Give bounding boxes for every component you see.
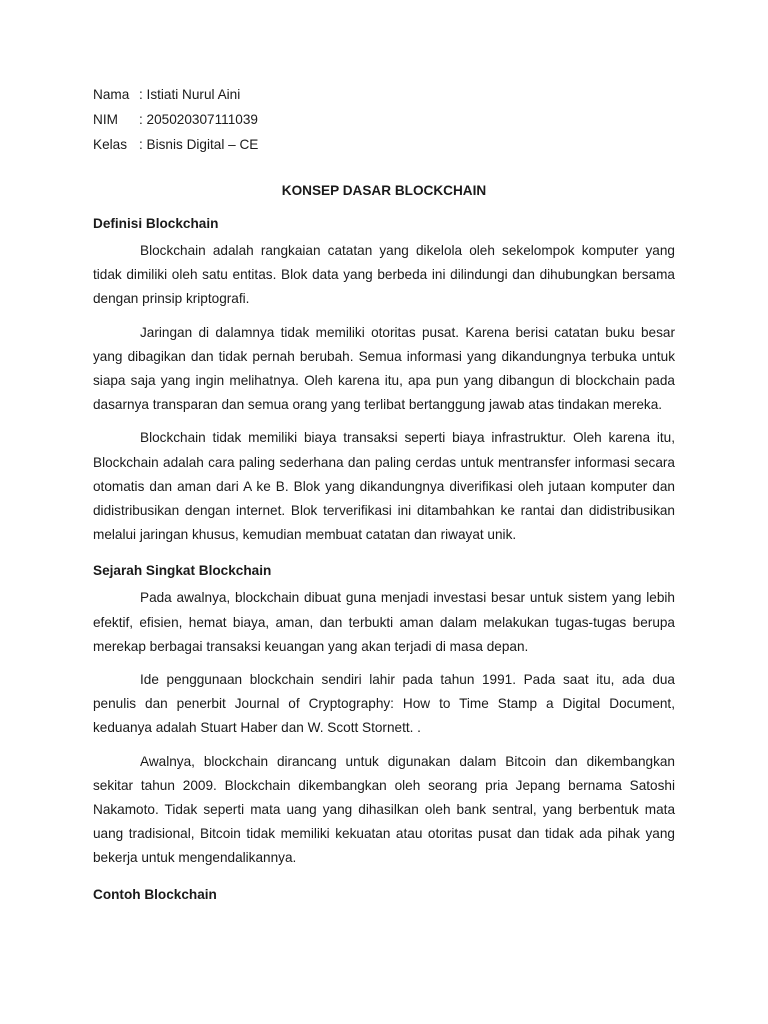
document-title: KONSEP DASAR BLOCKCHAIN [281,183,487,198]
nim-value: : 205020307111039 [139,112,258,127]
section-heading-sejarah: Sejarah Singkat Blockchain [93,563,272,579]
student-nim-row [93,111,258,136]
paragraph: Blockchain adalah rangkaian catatan yang dikelola oleh sekelompok komputer yang tidak dimiliki oleh satu entitas. Blok data yang berbeda ini dilindungi dan dihubungkan bersama dengan prinsip kriptografi. [93,243,675,307]
paragraph: Awalnya, blockchain dirancang untuk digunakan dalam Bitcoin dan dikembangkan sekitar tahun 2009. Blockchain dikembangkan oleh seorang pria Jepang bernama Satoshi Nakamoto. Tidak seperti mata uang yang dihasilkan oleh bank sentral, yang berbentuk mata uang tradisional, Bitcoin tidak memiliki kekuatan atau otoritas pusat dan tidak ada pihak yang bekerja untuk mengendalikannya. [93,753,675,866]
student-class-row [93,136,258,161]
class-value: : Bisnis Digital – CE [139,137,259,152]
section-heading-definisi: Definisi Blockchain [93,216,219,231]
paragraph: Jaringan di dalamnya tidak memiliki otoritas pusat. Karena berisi catatan buku besar yang dibagikan dan tidak pernah berubah. Semua informasi yang dikandungnya terbuka untuk siapa saja yang ingin melihatnya. Oleh karena itu, apa pun yang dibangun di blockchain pada dasarnya transparan dan semua orang yang terlibat bertanggung jawab atas tindakan mereka. [93,324,675,413]
name-label: Nama [93,87,130,102]
class-label: Kelas [93,137,128,152]
document-content [93,86,675,904]
student-name-row [93,86,258,111]
student-info [93,86,258,161]
nim-label: NIM [93,112,118,127]
paragraph: Blockchain tidak memiliki biaya transaksi seperti biaya infrastruktur. Oleh karena itu, Blockchain adalah cara paling sederhana dan paling cerdas untuk mentransfer informasi secara otomatis dan aman dari A ke B. Blok yang dikandungnya diverifikasi oleh jutaan komputer dan didistribusikan dengan internet. Blok terverifikasi ini ditambahkan ke rantai dan didistribusikan melalui jaringan khusus, kemudian membuat catatan dan riwayat unik. [93,430,675,543]
section-heading-contoh: Contoh Blockchain [93,886,217,902]
name-value: : Istiati Nurul Aini [139,87,241,102]
paragraph: Ide penggunaan blockchain sendiri lahir pada tahun 1991. Pada saat itu, ada dua penulis dan penerbit Journal of Cryptography: How to Time Stamp a Digital Document, keduanya adalah Stuart Haber dan W. Scott Stornett. . [93,672,675,736]
paragraph: Pada awalnya, blockchain dibuat guna menjadi investasi besar untuk sistem yang lebih efektif, efisien, hemat biaya, aman, dan terbukti aman dalam melakukan tugas-tugas berupa merekap berbagai transaksi keuangan yang akan terjadi di masa depan. [93,590,675,654]
